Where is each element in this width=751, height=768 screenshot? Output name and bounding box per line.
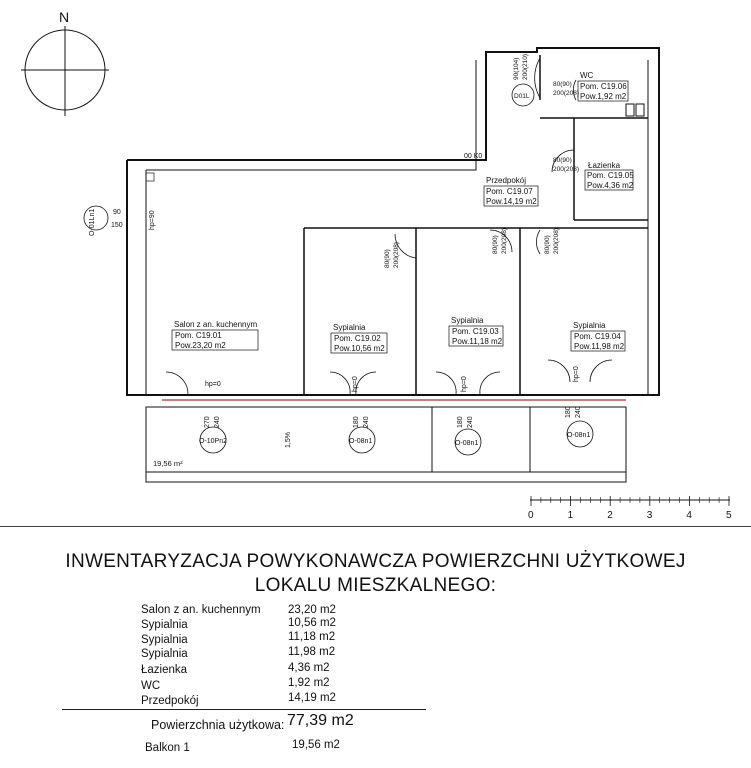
room-przedpokoj-area: Pow.14,19 m2: [486, 197, 537, 206]
scale-label: 1: [567, 510, 574, 521]
west-window-width: 90: [113, 209, 121, 216]
summary-row-label: Sypialnia: [141, 648, 188, 660]
room-wc-number: Pom. C19.06: [580, 82, 627, 91]
room-sypialnia-2-number: Pom. C19.03: [452, 327, 499, 336]
room-labels: [172, 71, 634, 353]
hall-door-height: 200(208): [501, 227, 508, 254]
total-area-value: 77,39 m2: [287, 712, 354, 729]
room-salon-number: Pom. C19.01: [175, 331, 222, 340]
room-sypialnia-3-number: Pom. C19.04: [574, 332, 621, 341]
radiator-west: [146, 173, 154, 181]
scale-label: 4: [686, 510, 692, 521]
window-tags: [84, 84, 593, 455]
entry-door-swing: [535, 58, 540, 98]
room-sypialnia-2-name: Sypialnia: [451, 316, 484, 325]
bed4-window-width: 180: [565, 406, 572, 418]
room-sypialnia-3-name: Sypialnia: [573, 321, 606, 330]
bed2-window-width: 180: [353, 416, 360, 428]
salon-window-height: 240: [214, 416, 221, 428]
west-window-hp: hp=90: [149, 210, 156, 230]
room-lazienka-number: Pom. C19.05: [587, 171, 634, 180]
wc-door-width: 80(90): [553, 81, 572, 88]
summary-row-value: 11,98 m2: [288, 646, 336, 658]
west-window-tag: O-01Ln1: [89, 208, 96, 236]
compass-north-label: N: [59, 9, 70, 25]
vent-shaft-2: [636, 104, 644, 116]
bed4-door-height: 200(208): [553, 227, 560, 254]
summary-row-label: WC: [141, 680, 161, 692]
hall-door-width: 80(90): [492, 235, 499, 254]
bed3-window-tag: O-08n1: [455, 440, 479, 447]
room-przedpokoj: [484, 176, 538, 206]
bed4-window-swing-left: [548, 360, 570, 382]
room-salon: [172, 320, 258, 350]
balcony-slope: 1,5%: [285, 432, 292, 448]
scale-label: 2: [607, 510, 613, 521]
room-lazienka-name: Łazienka: [588, 161, 621, 170]
wc-door-height: 200(208): [553, 90, 580, 97]
room-sypialnia-2-area: Pow.11,18 m2: [452, 337, 503, 346]
summary-row-value: 14,19 m2: [288, 692, 336, 704]
summary-title-line1: INWENTARYZACJA POWYKONAWCZA POWIERZCHNI UŻYTKOWEJ: [65, 551, 686, 572]
bed2-window-height: 240: [363, 416, 370, 428]
summary-row-value: 23,20 m2: [288, 604, 336, 616]
bed2-window-hp: hp=0: [352, 376, 359, 392]
bed3-window-width: 180: [457, 416, 464, 428]
summary-row-label: Sypialnia: [141, 634, 188, 646]
scale-label: 0: [528, 510, 534, 521]
bed2-window-swing-left: [330, 372, 350, 394]
room-sypialnia-1-name: Sypialnia: [333, 323, 366, 332]
scale-bar: [528, 496, 732, 521]
west-window-tag-circle: [84, 206, 108, 230]
bed2-window-tag: O-08n1: [349, 438, 373, 445]
bed4-window-tag: O-08n1: [567, 432, 591, 439]
salon-window-tag: O-10Pn2: [199, 438, 228, 445]
summary-row-label: Łazienka: [141, 664, 188, 676]
bed4-window-swing-right: [590, 360, 612, 382]
summary-row-value: 10,56 m2: [288, 617, 336, 629]
balcony-area-label: 19,56 m²: [153, 459, 183, 468]
summary-row-value: 11,18 m2: [288, 631, 336, 643]
room-sypialnia-1-area: Pow.10,56 m2: [334, 344, 385, 353]
bed2-door-width: 80(90): [384, 249, 391, 268]
scale-label: 3: [646, 510, 653, 521]
summary-row-label: Przedpokój: [141, 695, 199, 707]
room-sypialnia-3-area: Pow.11,98 m2: [574, 342, 625, 351]
balcony-value: 19,56 m2: [292, 739, 340, 751]
room-sypialnia-1: [331, 323, 387, 353]
bed4-window-height: 240: [575, 406, 582, 418]
salon-window-swing: [166, 372, 188, 394]
room-wc-name: WC: [580, 71, 594, 80]
bed3-window-height: 240: [467, 416, 474, 428]
vent-shaft-1: [626, 104, 634, 116]
balcony-label: Balkon 1: [145, 742, 190, 754]
scale-label: 5: [726, 510, 732, 521]
salon-window-hp: hp=0: [205, 381, 221, 388]
room-przedpokoj-number: Pom. C19.07: [486, 187, 533, 196]
room-wc: [578, 71, 628, 101]
entry-door-tag: D01L: [514, 93, 530, 100]
inner-wall-line: [146, 60, 476, 170]
entry-door-size-a: 90(104): [513, 57, 520, 80]
summary-row-label: Salon z an. kuchennym: [141, 604, 261, 616]
total-area-label: Powierzchnia użytkowa:: [151, 718, 285, 732]
west-window-height: 150: [111, 222, 123, 229]
bed4-door-width: 80(90): [544, 235, 551, 254]
room-salon-name: Salon z an. kuchennym: [174, 320, 258, 329]
room-lazienka-area: Pow.4,36 m2: [587, 181, 634, 190]
room-wc-area: Pow.1,92 m2: [580, 92, 627, 101]
bed3-window-swing-left: [436, 372, 456, 394]
bed3-window-hp: hp=0: [461, 376, 468, 392]
summary-total-rule: [62, 709, 426, 710]
door-swings: [166, 58, 612, 394]
room-sypialnia-1-number: Pom. C19.02: [334, 334, 381, 343]
room-salon-area: Pow.23,20 m2: [175, 341, 226, 350]
section-divider: [0, 526, 751, 527]
room-przedpokoj-name: Przedpokój: [486, 176, 527, 185]
salon-window-width: 270: [204, 416, 211, 428]
bed4-door-swing: [536, 230, 540, 254]
summary-title-line2: LOKALU MIESZKALNEGO:: [254, 575, 497, 596]
summary-row-label: Sypialnia: [141, 619, 188, 631]
bath-door-height: 200(208): [553, 166, 580, 173]
level-mark: 00 K0: [464, 153, 483, 160]
compass: [21, 9, 109, 116]
room-lazienka: [585, 161, 634, 190]
bed4-window-hp: hp=0: [573, 366, 580, 382]
room-sypialnia-2: [449, 316, 503, 346]
summary-row-value: 4,36 m2: [288, 662, 330, 674]
bed3-window-swing-right: [480, 372, 500, 394]
room-sypialnia-3: [571, 321, 625, 351]
bath-door-width: 80(90): [553, 157, 572, 164]
entry-door-size-b: 200(210): [522, 53, 529, 80]
summary-row-value: 1,92 m2: [288, 677, 330, 689]
bed2-door-height: 200(208): [393, 241, 400, 268]
